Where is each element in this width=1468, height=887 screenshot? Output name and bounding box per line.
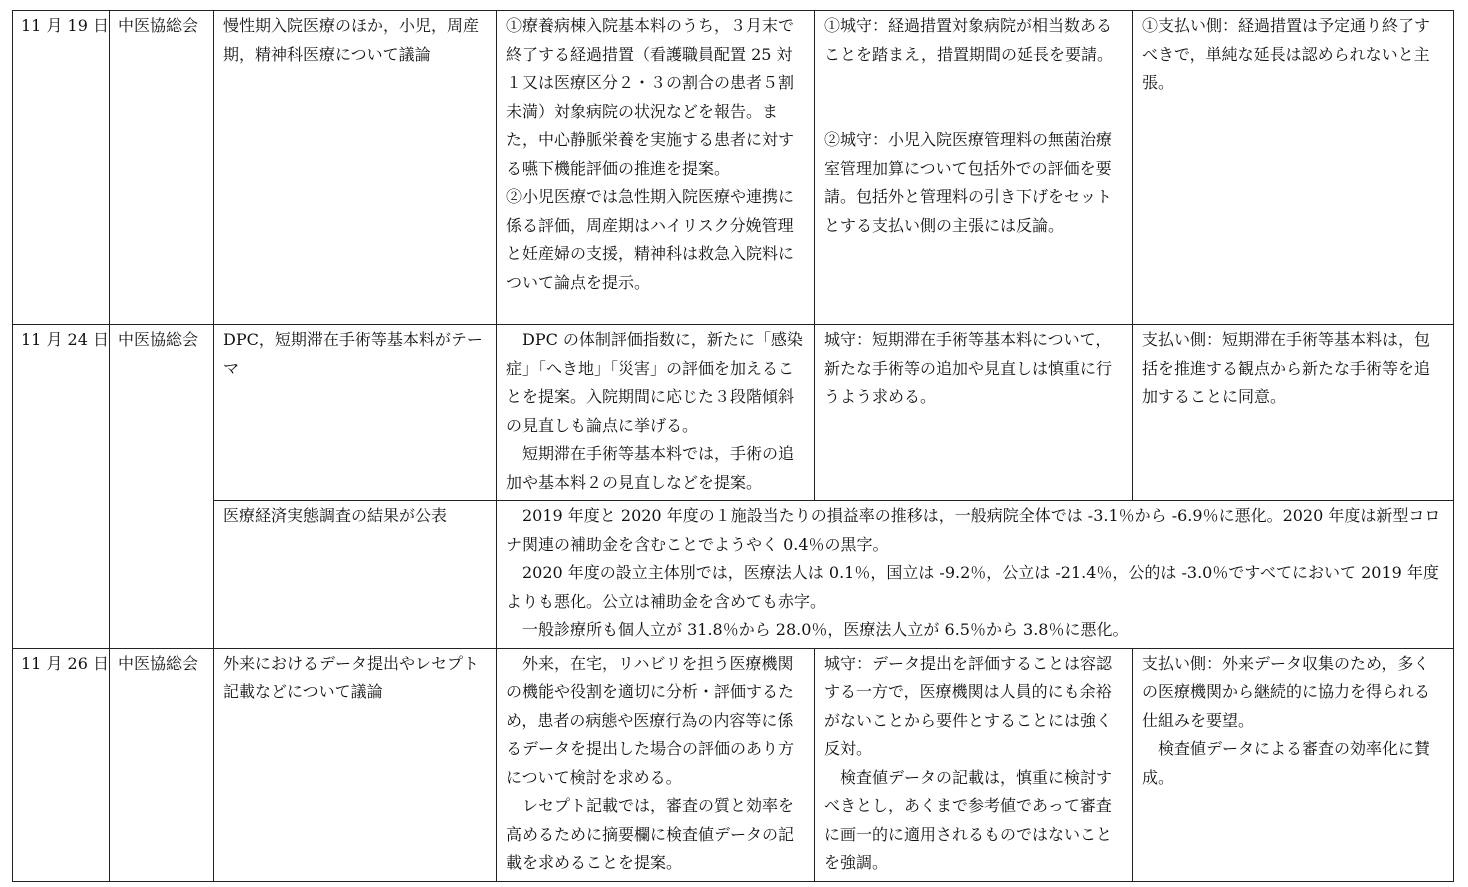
proposal-cell: [497, 11, 815, 325]
proposal-cell: [497, 325, 815, 501]
provider-paragraph: 城守：短期滞在手術等基本料について，新たな手術等の追加や見直しは慎重に行うよう求める。: [824, 330, 1113, 406]
proposal-paragraph: レセプト記載では，審査の質と効率を高めるために摘要欄に検査値データの記載を求めることを提案。: [506, 796, 795, 872]
provider-paragraph: ①城守：経過措置対象病院が相当数あることを踏まえ，措置期間の延長を要請。: [824, 16, 1113, 64]
summary-paragraph: 2019 年度と 2020 年度の１施設当たりの損益率の推移は，一般病院全体では -3.1％から -6.9％に悪化。2020 年度は新型コロナ関連の補助金を含むことでようやく 0.4％の黒字。: [506, 506, 1441, 554]
provider-paragraph: ②城守：小児入院医療管理料の無菌治療室管理加算について包括外での評価を要請。包括外と管理料の引き下げをセットとする支払い側の主張には反論。: [824, 130, 1113, 235]
provider-comment-cell: [815, 325, 1133, 501]
table-row: [13, 325, 1454, 501]
topic-cell: DPC，短期滞在手術等基本料がテーマ: [214, 325, 497, 501]
payer-paragraph: 支払い側：外来データ収集のため，多くの医療機関から継続的に協力を得られる仕組みを要望。: [1142, 653, 1431, 730]
provider-paragraph: 検査値データの記載は，慎重に検討すべきとし，あくまで参考値であって審査に画一的に適用されるものではないことを強調。: [824, 767, 1113, 872]
provider-comment-cell: [815, 11, 1133, 325]
table-row: [13, 648, 1454, 881]
payer-comment-cell: [1133, 11, 1454, 325]
payer-comment-cell: [1133, 648, 1454, 881]
topic-cell: 慢性期入院医療のほか，小児，周産期，精神科医療について議論: [214, 11, 497, 325]
organization-cell: 中医協総会: [110, 648, 214, 881]
date-cell: 11 月 19 日: [13, 11, 110, 325]
summary-paragraph: 一般診療所も個人立が 31.8％から 28.0％，医療法人立が 6.5％から 3.8％に悪化。: [522, 620, 1129, 639]
table-row: [13, 501, 1454, 649]
date-cell: 11 月 24 日: [13, 325, 110, 649]
payer-paragraph: 検査値データによる審査の効率化に賛成。: [1142, 739, 1431, 787]
proposal-paragraph: DPC の体制評価指数に，新たに「感染症」「へき地」「災害」の評価を加えることを提案。入院期間に応じた３段階傾斜の見直しも論点に挙げる。: [506, 330, 803, 435]
table-row: [13, 11, 1454, 325]
topic-cell: 外来におけるデータ提出やレセプト記載などについて議論: [214, 648, 497, 881]
provider-comment-cell: [815, 648, 1133, 881]
summary-paragraph: 2020 年度の設立主体別では，医療法人は 0.1％，国立は -9.2％，公立は -21.4％，公的は -3.0％ですべてにおいて 2019 年度よりも悪化。公立は補助金を含めても赤字。: [506, 563, 1439, 611]
payer-comment-cell: [1133, 325, 1454, 501]
proposal-paragraph: 短期滞在手術等基本料では，手術の追加や基本料２の見直しなどを提案。: [506, 444, 795, 492]
provider-paragraph: 城守：データ提出を評価することは容認する一方で，医療機関は人員的にも余裕がないことから要件とすることには強く反対。: [824, 653, 1113, 758]
organization-cell: 中医協総会: [110, 325, 214, 649]
date-cell: 11 月 26 日: [13, 648, 110, 881]
payer-paragraph: ①支払い側：経過措置は予定通り終了すべきで，単純な延長は認められないと主張。: [1142, 16, 1431, 92]
proposal-paragraph: 外来，在宅，リハビリを担う医療機関の機能や役割を適切に分析・評価するため，患者の病態や医療行為の内容等に係るデータを提出した場合の評価のあり方について検討を求める。: [506, 653, 795, 787]
proposal-paragraph: ②小児医療では急性期入院医療や連携に係る評価，周産期はハイリスク分娩管理と妊産婦の支援，精神科は救急入院料について論点を提示。: [506, 187, 795, 292]
organization-cell: 中医協総会: [110, 11, 214, 325]
proposal-cell: [497, 648, 815, 881]
topic-cell: 医療経済実態調査の結果が公表: [214, 501, 497, 649]
proposal-paragraph: ①療養病棟入院基本料のうち，３月末で終了する経過措置（看護職員配置 25 対１又は医療区分２・３の割合の患者５割未満）対象病院の状況などを報告。また，中心静脈栄養を実施する患者に対する嚥下機能評価の推進を提案。: [506, 16, 795, 178]
meeting-summary-table: [12, 10, 1454, 882]
spacer: [824, 69, 1123, 126]
payer-paragraph: 支払い側：短期滞在手術等基本料は，包括を推進する観点から新たな手術等を追加することに同意。: [1142, 330, 1431, 406]
survey-summary-cell: [497, 501, 1454, 649]
